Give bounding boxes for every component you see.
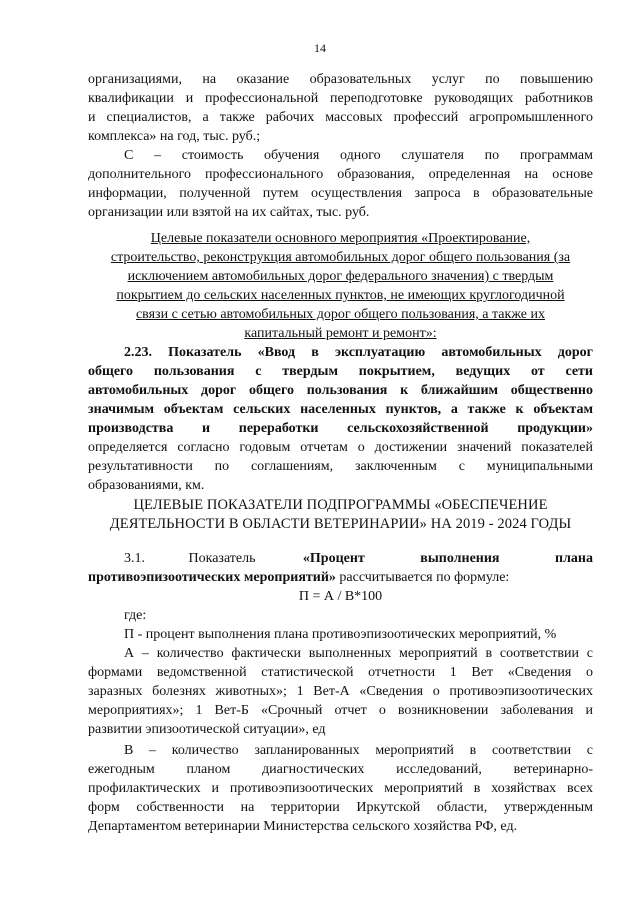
text-line: Департаментом ветеринарии Министерства сельского хозяйства РФ, ед.	[88, 819, 518, 834]
text-line: мероприятиях»; 1 Вет-Б «Срочный отчет о возникновении заболевания и	[88, 703, 593, 718]
heading-line: ДЕЯТЕЛЬНОСТИ В ОБЛАСТИ ВЕТЕРИНАРИИ» НА 2019 - 2024 ГОДЫ	[109, 516, 572, 532]
definition-a	[88, 644, 593, 739]
heading-line: ЦЕЛЕВЫЕ ПОКАЗАТЕЛИ ПОДПРОГРАММЫ «ОБЕСПЕЧЕНИЕ	[133, 497, 548, 513]
indicator-name-bold: «Процент выполнения плана	[302, 551, 593, 566]
text-line: образованиями, км.	[88, 478, 205, 493]
definition-p: П - процент выполнения плана противоэпизоотических мероприятий, %	[124, 627, 557, 642]
text-line	[88, 568, 593, 587]
paragraph-3-1	[88, 549, 593, 606]
paragraph-continuation	[88, 70, 593, 146]
text-line: профилактических и противоэпизоотических мероприятий в хозяйствах всех	[88, 781, 593, 796]
text-line: определяется согласно годовым отчетам о достижении значений показателей	[88, 440, 593, 455]
indicator-name-bold: противоэпизоотических мероприятий»	[88, 570, 336, 585]
text-line: В – количество запланированных мероприятий в соответствии с	[124, 743, 593, 758]
text-line: С – стоимость обучения одного слушателя по программам	[124, 148, 593, 163]
text-line: форм собственности на территории Иркутской области, утвержденным	[88, 800, 593, 815]
text-line: комплекса» на год, тыс. руб.;	[88, 129, 261, 144]
text-line: организациями, на оказание образовательных услуг по повышению	[88, 72, 593, 87]
text-line: А – количество фактически выполненных мероприятий в соответствии с	[124, 646, 593, 661]
heading-line: исключением автомобильных дорог федерального значения) с твердым	[127, 269, 554, 284]
text-line-bold: значимым объектам сельских населенных пунктов, а также к объектам	[88, 402, 593, 417]
text-line: и специалистов, а также рабочих массовых профессий агропромышленного	[88, 110, 593, 125]
text-line-bold: общего пользования с твердым покрытием, ведущих от сети	[88, 364, 593, 379]
heading-line: покрытием до сельских населенных пунктов, не имеющих круглогодичной	[116, 288, 565, 303]
where-label: где:	[124, 608, 147, 623]
text-line	[88, 549, 593, 568]
definition-b	[88, 741, 593, 836]
heading-line: капитальный ремонт и ремонт»:	[244, 326, 437, 341]
paragraph-c-definition	[88, 146, 593, 222]
section-heading	[88, 496, 593, 534]
text-line: ежегодным планом диагностических исследований, ветеринарно-	[88, 762, 593, 777]
indicator-lead: 3.1. Показатель	[124, 551, 256, 566]
targets-heading-underlined	[88, 229, 593, 343]
text-line-bold: 2.23. Показатель «Ввод в эксплуатацию автомобильных дорог	[124, 345, 593, 360]
heading-line: строительство, реконструкция автомобильных дорог общего пользования (за	[110, 250, 571, 265]
heading-line: связи с сетью автомобильных дорог общего пользования, а также их	[135, 307, 546, 322]
text-line-bold: производства и переработки сельскохозяйственной продукции»	[88, 421, 593, 436]
text-line: формами ведомственной статистической отчетности 1 Вет «Сведения о	[88, 665, 593, 680]
text-line: информации, полученной путем осуществления запроса в образовательные	[88, 186, 593, 201]
text-line: результативности по соглашениям, заключенным с муниципальными	[88, 459, 593, 474]
text-line: дополнительного профессионального образования, определенная на основе	[88, 167, 593, 182]
text-line: квалификации и профессиональной переподготовке руководящих работников	[88, 91, 593, 106]
page-number: 14	[314, 41, 326, 55]
where-block	[88, 606, 593, 644]
formula: П = А / В*100	[298, 589, 383, 604]
text-line: организации или взятой на их сайтах, тыс. руб.	[88, 205, 370, 220]
paragraph-2-23	[88, 343, 593, 495]
formula-intro: рассчитывается по формуле:	[335, 570, 510, 585]
text-line-bold: автомобильных дорог общего пользования к ближайшим общественно	[88, 383, 593, 398]
heading-line: Целевые показатели основного мероприятия «Проектирование,	[150, 231, 531, 246]
text-line: заразных болезнях животных»; 1 Вет-А «Сведения о противоэпизоотических	[88, 684, 593, 699]
text-line: развитии эпизоотической ситуации», ед	[88, 722, 326, 737]
